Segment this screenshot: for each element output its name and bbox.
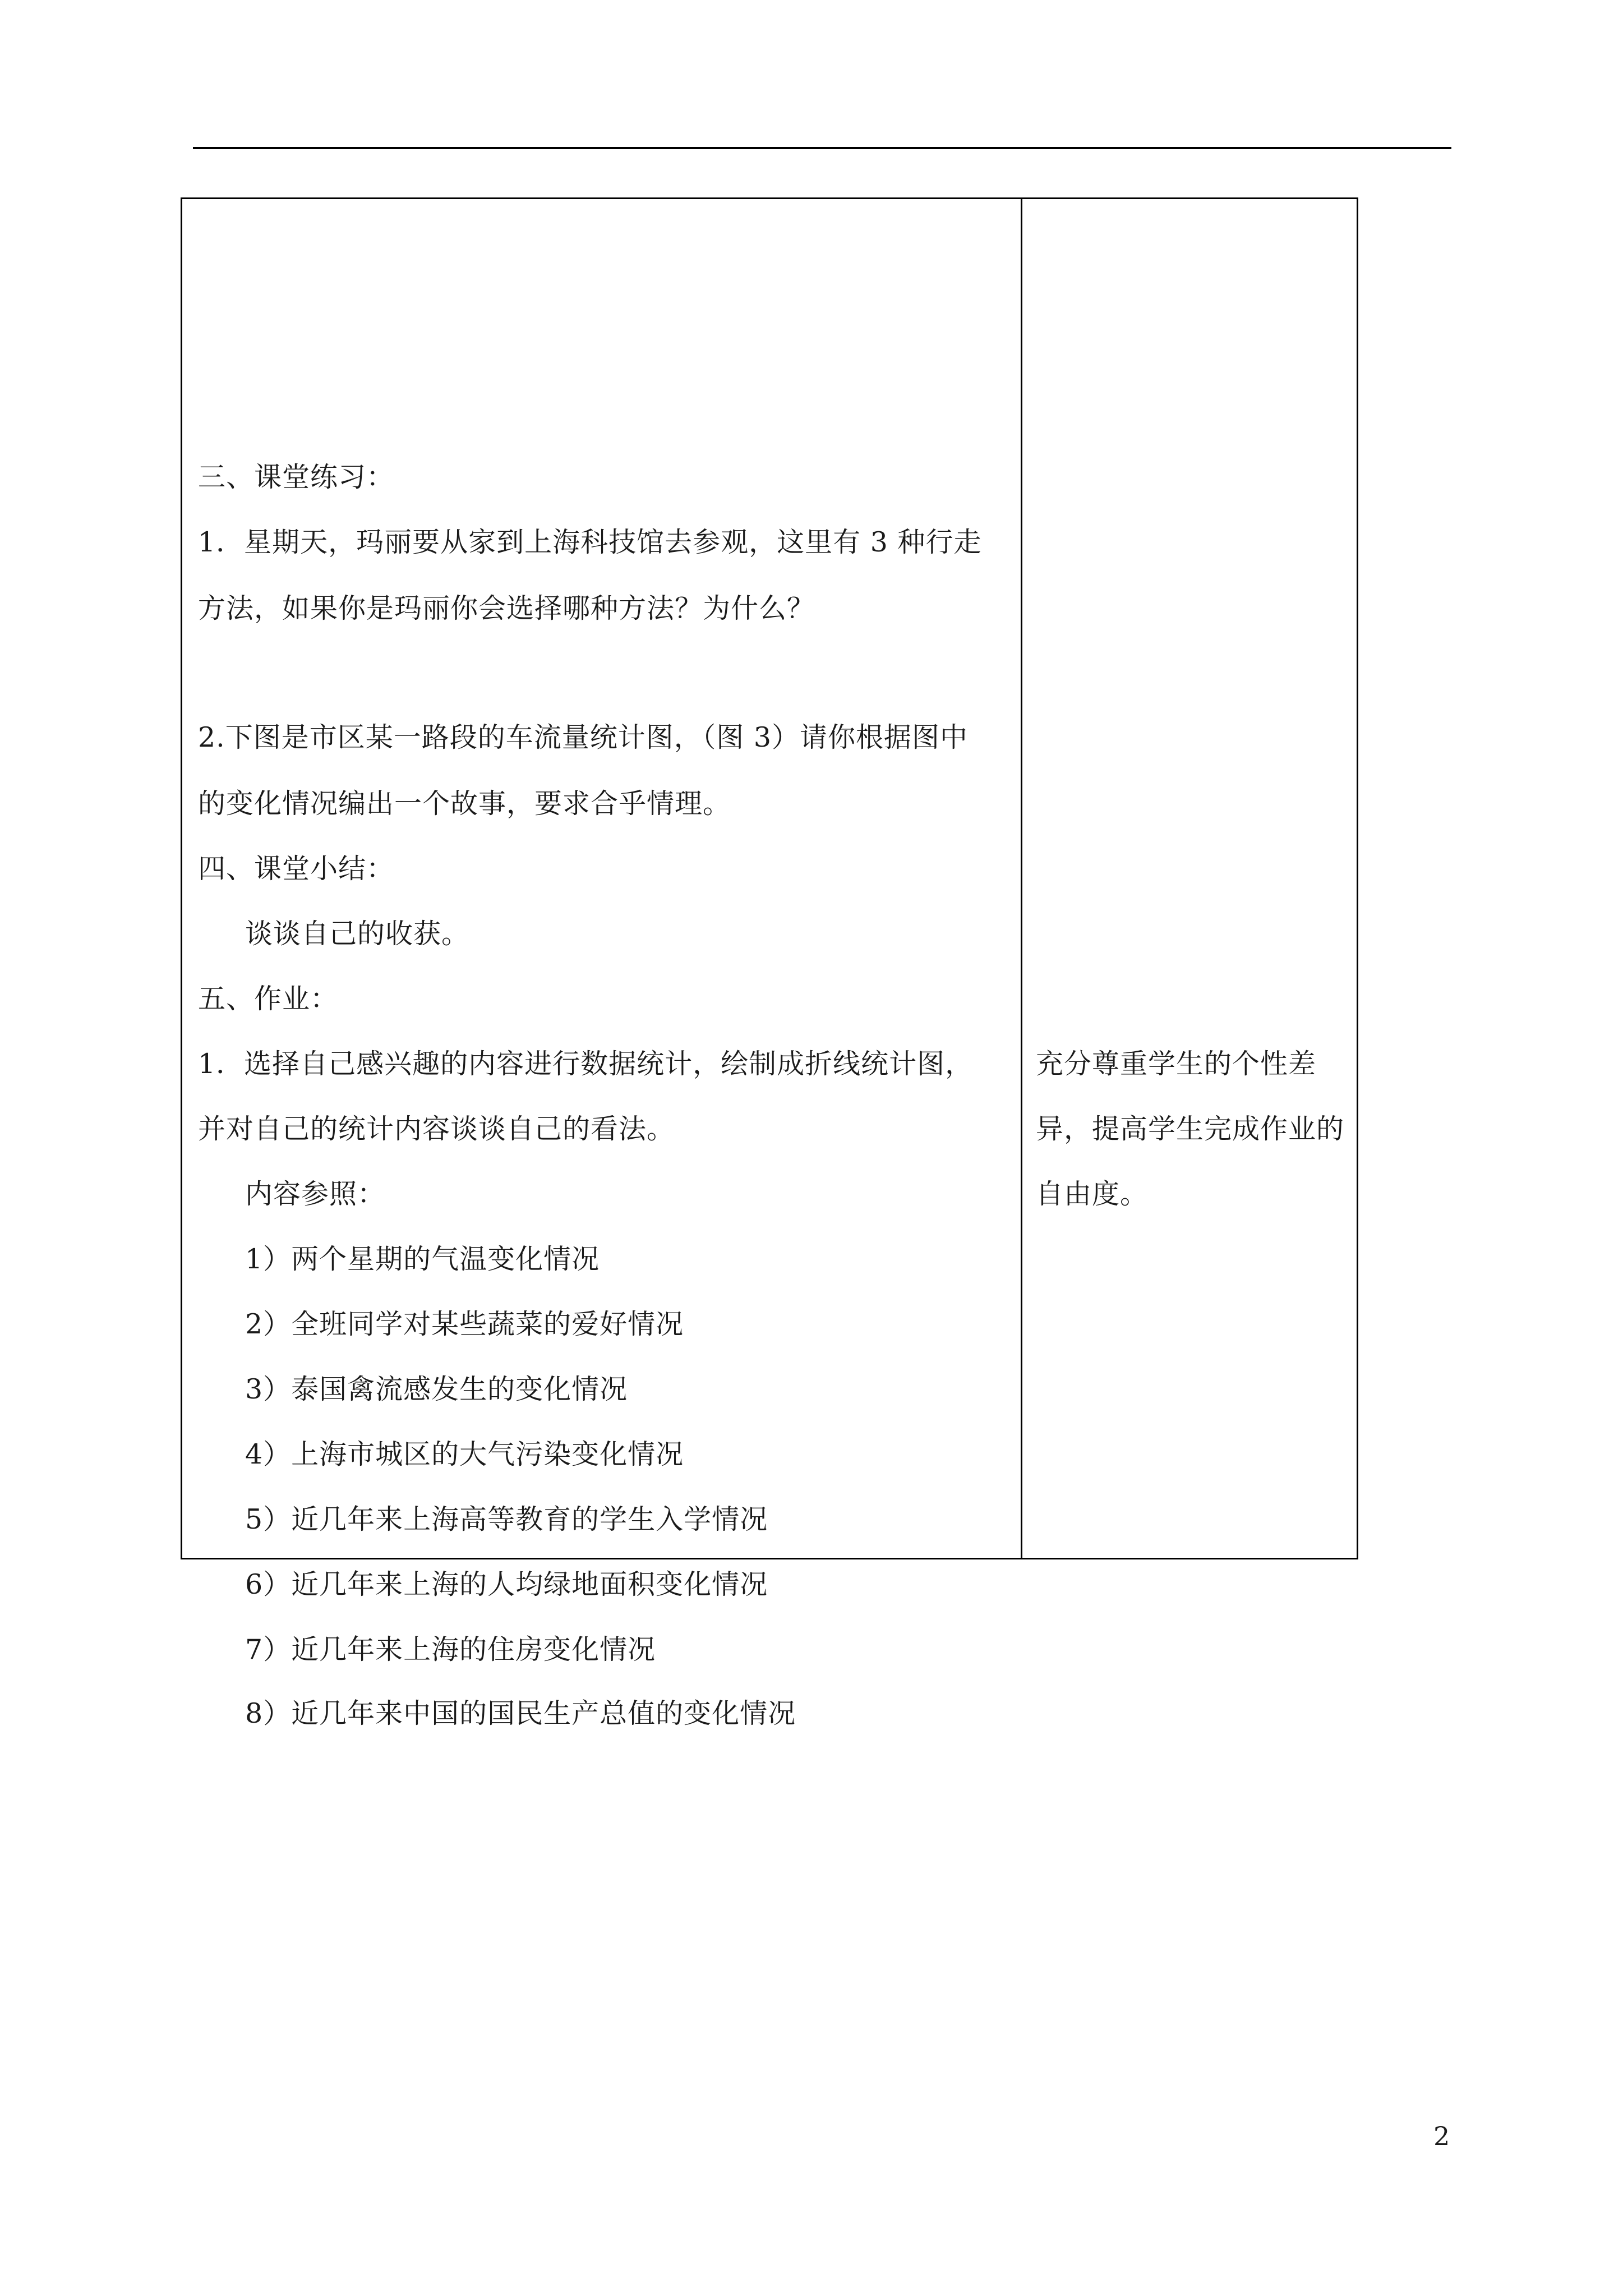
homework-heading: 五、作业： [198,983,339,1015]
reference-item: 3）泰国禽流感发生的变化情况 [245,1373,628,1405]
reference-item: 7）近几年来上海的住房变化情况 [245,1634,656,1665]
main-content-column [182,199,1021,1729]
reference-item: 1）两个星期的气温变化情况 [245,1243,600,1275]
reference-item: 6）近几年来上海的人均绿地面积变化情况 [245,1568,768,1600]
note-line: 充分尊重学生的个性差 [1036,1048,1317,1080]
question-1-line-1: 1．星期天，玛丽要从家到上海科技馆去参观，这里有 3 种行走 [198,526,982,558]
question-1-line-2: 方法，如果你是玛丽你会选择哪种方法？为什么？ [198,592,815,624]
header-rule [193,147,1451,149]
practice-heading: 三、课堂练习： [198,461,395,493]
reference-item: 8）近几年来中国的国民生产总值的变化情况 [245,1697,796,1729]
lesson-plan-table [181,197,1358,1729]
note-line: 自由度。 [1036,1178,1149,1210]
question-2-line-1: 2.下图是市区某一路段的车流量统计图，（图 3）请你根据图中 [198,721,969,753]
reference-label: 内容参照： [245,1178,386,1210]
summary-heading: 四、课堂小结： [198,853,395,885]
homework-1-line-1: 1．选择自己感兴趣的内容进行数据统计，绘制成折线统计图， [198,1048,974,1080]
question-2-line-2: 的变化情况编出一个故事，要求合乎情理。 [198,788,731,820]
reference-item: 2）全班同学对某些蔬菜的爱好情况 [245,1308,684,1340]
reference-item: 4）上海市城区的大气污染变化情况 [245,1438,684,1470]
note-line: 异，提高学生完成作业的 [1036,1113,1345,1145]
summary-text: 谈谈自己的收获。 [245,918,470,950]
homework-1-line-2: 并对自己的统计内容谈谈自己的看法。 [198,1113,675,1145]
page-number: 2 [1433,2121,1450,2151]
notes-column [1022,199,1357,1558]
reference-item: 5）近几年来上海高等教育的学生入学情况 [245,1503,768,1535]
